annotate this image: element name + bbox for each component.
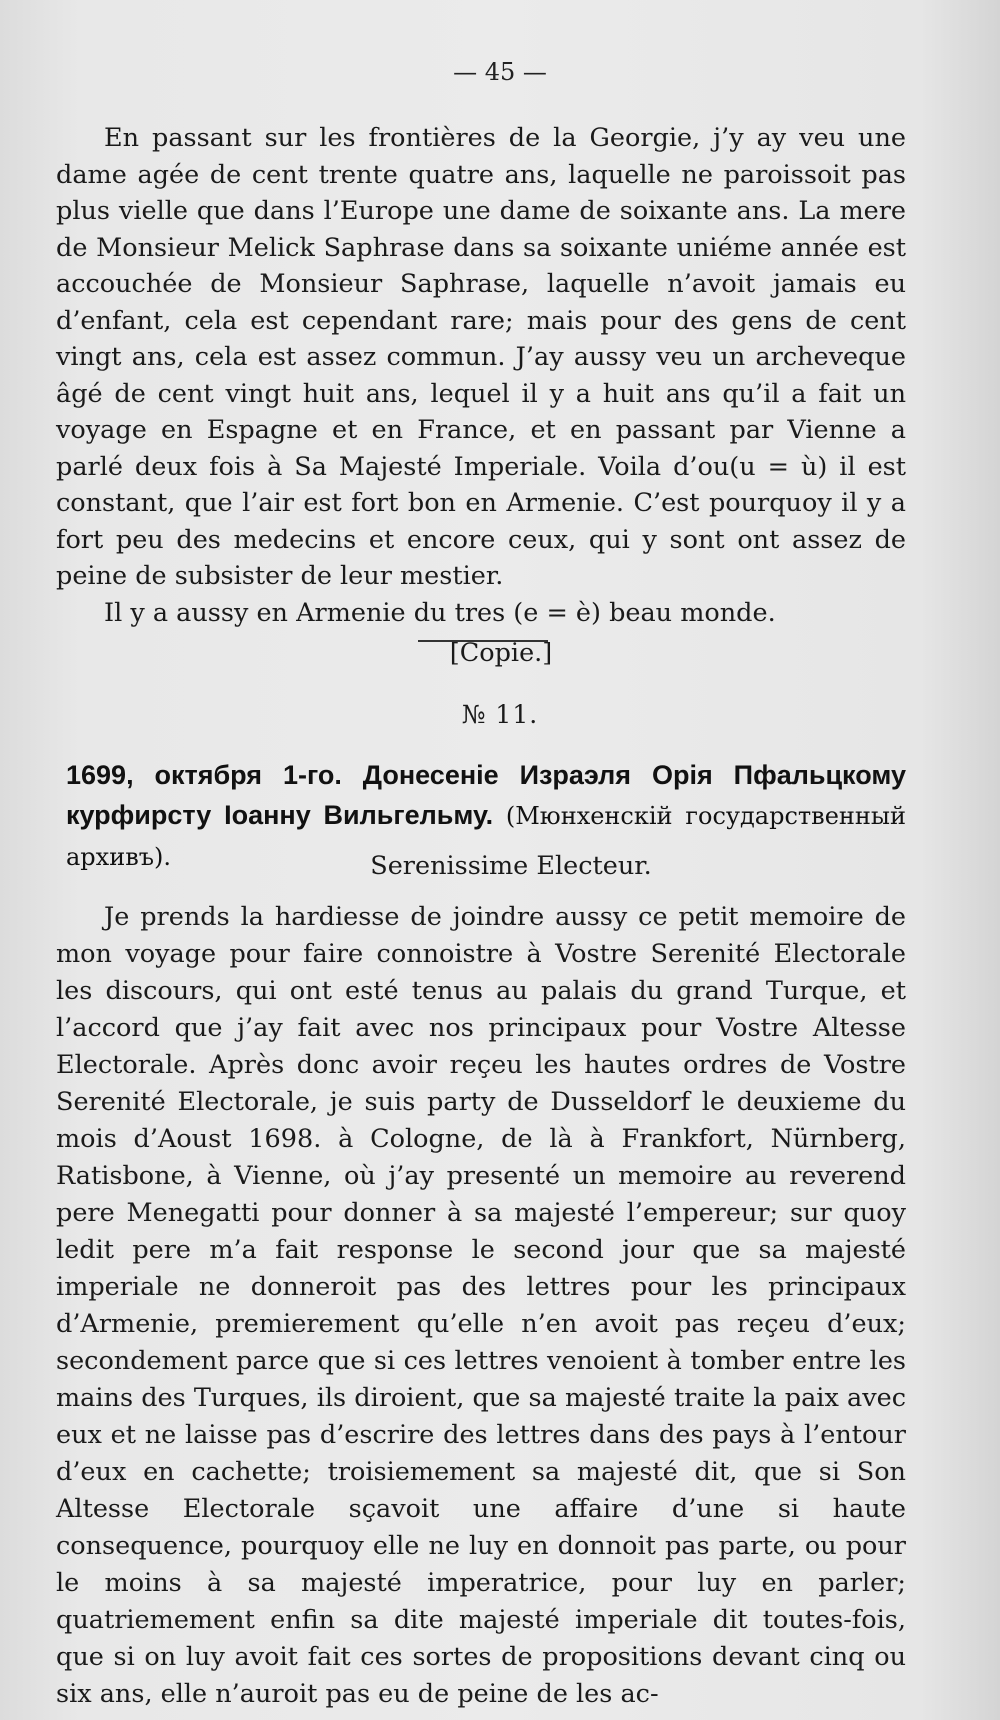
salutation: Serenissime Electeur. <box>370 851 652 881</box>
top-paragraph: En passant sur les frontières de la Georgie, j’y ay veu une dame agée de cent trente quatre ans, laquelle ne paroissoit pas plus vielle que dans l’Europe une dame de soixante ans. La mere de Monsieur Melick Saphrase dans sa soixante uniéme année est accouchée de Monsieur Saphrase, laquelle n’avoit jamais eu d’enfant, cela est cependant rare; mais pour des gens de cent vingt ans, cela est assez commun. J’ay aussy veu un archeveque âgé de cent vingt huit ans, lequel il y a huit ans qu’il a fait un voyage en Espagne et en France, et en passant par Vienne a parlé deux fois à Sa Majesté Imperiale. Voila d’ou(u = ù) il est constant, que l’air est fort bon en Armenie. C’est pourquoy il y a fort peu des medecins et encore ceux, qui y sont ont assez de peine de subsister de leur mestier. <box>56 123 906 591</box>
copie-label: [Copie.] <box>449 638 553 668</box>
top-text-block <box>56 120 906 672</box>
heading-archive-note: (Мюнхенскій государственный архивъ). <box>66 802 906 871</box>
letter-text-block <box>56 848 906 1713</box>
body-paragraph: Je prends la hardiesse de joindre aussy ce petit memoire de mon voyage pour faire connoistre à Vostre Serenité Electorale les discours, qui ont esté tenus au palais du grand Turque, et l’accord que j’ay fait avec nos principaux pour Vostre Altesse Electorale. Après donc avoir reçeu les hautes ordres de Vostre Serenité Electorale, je suis party de Dusseldorf le deuxieme du mois d’Aoust 1698. à Cologne, de là à Frankfort, Nürnberg, Ratisbone, à Vienne, où j’ay presenté un memoire au reverend pere Menegatti pour donner à sa majesté l’empereur; sur quoy ledit pere m’a fait response le second jour que sa majesté imperiale ne donneroit pas des lettres pour les principaux d’Armenie, premierement qu’elle n’en avoit pas reçeu d’eux; secondement parce que si ces lettres venoient à tomber entre les mains des Turques, ils diroient, que sa majesté traite la paix avec eux et ne laisse pas d’escrire des lettres dans des pays à l’entour d’eux en cachette; troisiemement sa majesté dit, que si Son Altesse Electorale sçavoit une affaire d’une si haute consequence, pourquoy elle ne luy en donnoit pas parte, ou pour le moins à sa majesté imperatrice, pour luy en parler; quatriemement enfin sa dite majesté imperiale dit toutes-fois, que si on luy avoit fait ces sortes de propositions devant cinq ou six ans, elle n’auroit pas eu de peine de les ac- <box>56 901 906 1709</box>
section-divider <box>418 640 548 642</box>
heading-bold-text: 1699, октября 1-го. Донесеніе Израэля Орія Пфальцкому курфирсту Іоанну Вильгельму. <box>66 760 906 830</box>
second-paragraph: Il y a aussy en Armenie du tres (e = è) beau monde. <box>104 597 776 628</box>
document-number: № 11. <box>461 700 539 729</box>
page-number: — 45 — <box>453 58 547 86</box>
